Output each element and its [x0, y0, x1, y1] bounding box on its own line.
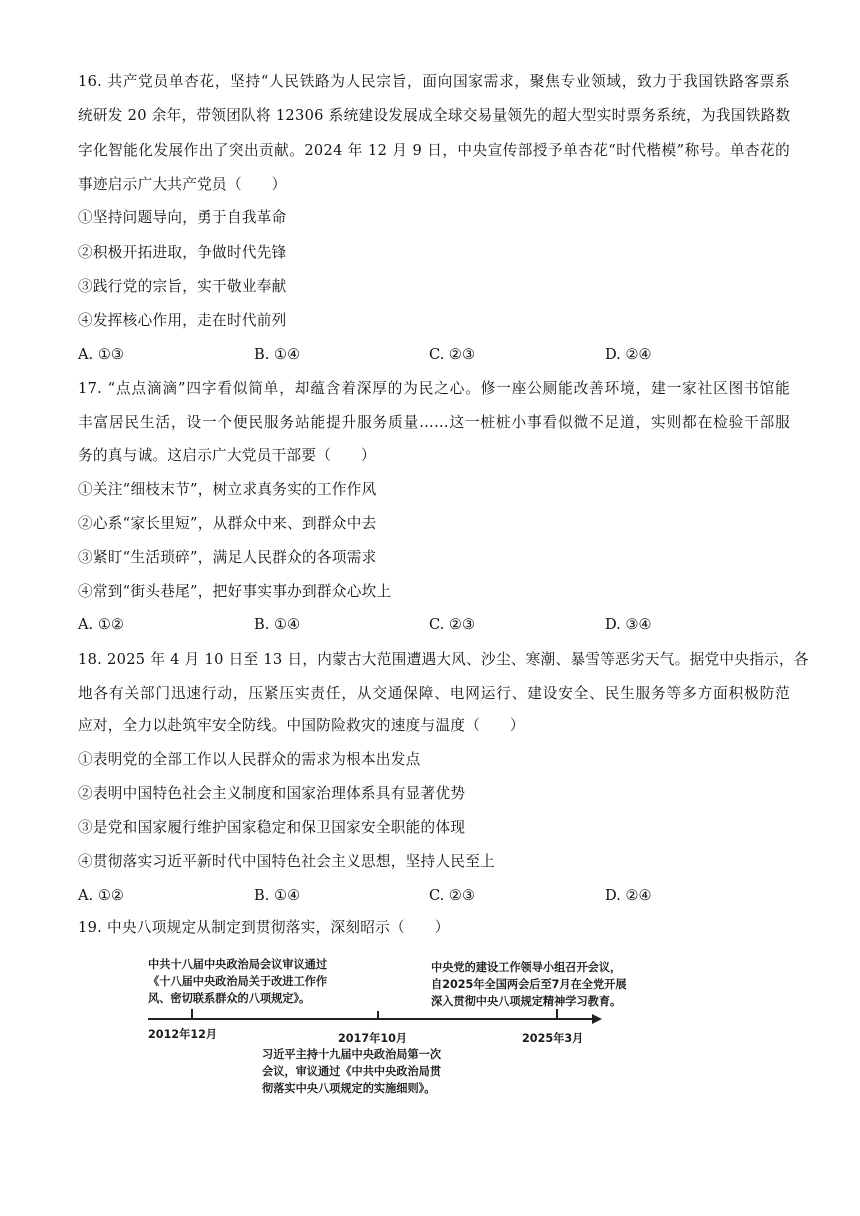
timeline-event-2017-line-3: 彻落实中央八项规定的实施细则》。 [262, 1082, 436, 1095]
q18-option-a[interactable]: A. ①② [78, 887, 124, 904]
q18-option-b[interactable]: B. ①④ [254, 887, 301, 904]
q17-option-a[interactable]: A. ①② [78, 616, 124, 633]
timeline-date-2025: 2025年3月 [522, 1032, 584, 1045]
timeline-event-2017-line-1: 习近平主持十九届中央政治局第一次 [262, 1048, 442, 1061]
q18-statement-2: ②表明中国特色社会主义制度和国家治理体系具有显著优势 [78, 785, 466, 802]
q17-statement-4: ④常到“街头巷尾”，把好事实事办到群众心坎上 [78, 583, 392, 600]
q18-stem-line-3: 应对，全力以赴筑牢安全防线。中国防险救灾的速度与温度（ ） [78, 717, 525, 734]
q16-stem-line-1: 16. 共产党员单杏花，坚持“人民铁路为人民宗旨，面向国家需求，聚焦专业领域，致力于我国铁路客票系 [78, 73, 790, 90]
q18-stem-line-1: 18. 2025 年 4 月 10 日至 13 日，内蒙古大范围遭遇大风、沙尘、寒潮、暴雪等恶劣天气。据党中央指示，各 [78, 651, 809, 668]
q16-options [78, 345, 790, 365]
q16-statement-4: ④发挥核心作用，走在时代前列 [78, 312, 287, 329]
q18-option-c[interactable]: C. ②③ [429, 887, 476, 904]
q18-statement-4: ④贯彻落实习近平新时代中国特色社会主义思想，坚持人民至上 [78, 853, 496, 870]
q17-statement-3: ③紧盯“生活琐碎”，满足人民群众的各项需求 [78, 549, 377, 566]
q16-stem-line-4: 事迹启示广大共产党员（ ） [78, 176, 287, 193]
q17-statement-2: ②心系“家长里短”，从群众中来、到群众中去 [78, 515, 377, 532]
q17-option-c[interactable]: C. ②③ [429, 616, 476, 633]
q16-stem-line-3: 字化智能化发展作出了突出贡献。2024 年 12 月 9 日，中央宣传部授予单杏花“时代楷模”称号。单杏花的 [78, 142, 790, 159]
q18-stem-line-2: 地各有关部门迅速行动，压紧压实责任，从交通保障、电网运行、建设安全、民生服务等多方面积极防范 [78, 685, 790, 702]
q18-statement-3: ③是党和国家履行维护国家稳定和保卫国家安全职能的体现 [78, 819, 466, 836]
timeline-event-2025-line-2: 自2025年全国两会后至7月在全党开展 [431, 978, 627, 991]
q16-statement-1: ①坚持问题导向，勇于自我革命 [78, 209, 287, 226]
q17-stem-line-1: 17. “点点滴滴”四字看似简单，却蕴含着深厚的为民之心。修一座公厕能改善环境，建一家社区图书馆能 [78, 380, 790, 397]
timeline-event-2012-line-1: 中共十八届中央政治局会议审议通过 [148, 958, 328, 971]
q19-stem: 19. 中央八项规定从制定到贯彻落实，深刻昭示（ ） [78, 919, 450, 936]
timeline-event-2025-line-1: 中央党的建设工作领导小组召开会议， [431, 961, 622, 974]
timeline-arrowhead [592, 1014, 602, 1024]
q16-option-a[interactable]: A. ①③ [78, 346, 124, 363]
q18-option-d[interactable]: D. ②④ [605, 887, 652, 904]
q17-statement-1: ①关注“细枝末节”，树立求真务实的工作作风 [78, 481, 377, 498]
q18-options [78, 886, 790, 906]
q17-stem-line-2: 丰富居民生活，设一个便民服务站能提升服务质量……这一桩桩小事看似微不足道，实则都在检验干部服 [78, 414, 790, 431]
timeline-event-2025-line-3: 深入贯彻中央八项规定精神学习教育。 [431, 995, 622, 1008]
q16-option-b[interactable]: B. ①④ [254, 346, 301, 363]
q16-statement-3: ③践行党的宗旨，实干敬业奉献 [78, 278, 287, 295]
timeline-event-2012-line-2: 《十八届中央政治局关于改进工作作 [148, 975, 328, 988]
timeline-date-2017: 2017年10月 [338, 1032, 408, 1045]
q17-option-d[interactable]: D. ③④ [605, 616, 652, 633]
timeline-event-2017-line-2: 会议，审议通过《中共中央政治局贯 [262, 1065, 442, 1078]
timeline-date-2012: 2012年12月 [148, 1028, 218, 1041]
q16-option-d[interactable]: D. ②④ [605, 346, 652, 363]
q16-statement-2: ②积极开拓进取，争做时代先锋 [78, 244, 287, 261]
q17-option-b[interactable]: B. ①④ [254, 616, 301, 633]
q18-statement-1: ①表明党的全部工作以人民群众的需求为根本出发点 [78, 751, 421, 768]
q17-options [78, 615, 790, 635]
q19-timeline-figure [140, 950, 640, 1110]
q17-stem-line-3: 务的真与诚。这启示广大党员干部要（ ） [78, 447, 376, 464]
timeline-event-2012-line-3: 风、密切联系群众的八项规定》。 [148, 992, 311, 1005]
q16-option-c[interactable]: C. ②③ [429, 346, 476, 363]
q16-stem-line-2: 统研发 20 余年，带领团队将 12306 系统建设发展成全球交易量领先的超大型实时票务系统，为我国铁路数 [78, 107, 791, 124]
